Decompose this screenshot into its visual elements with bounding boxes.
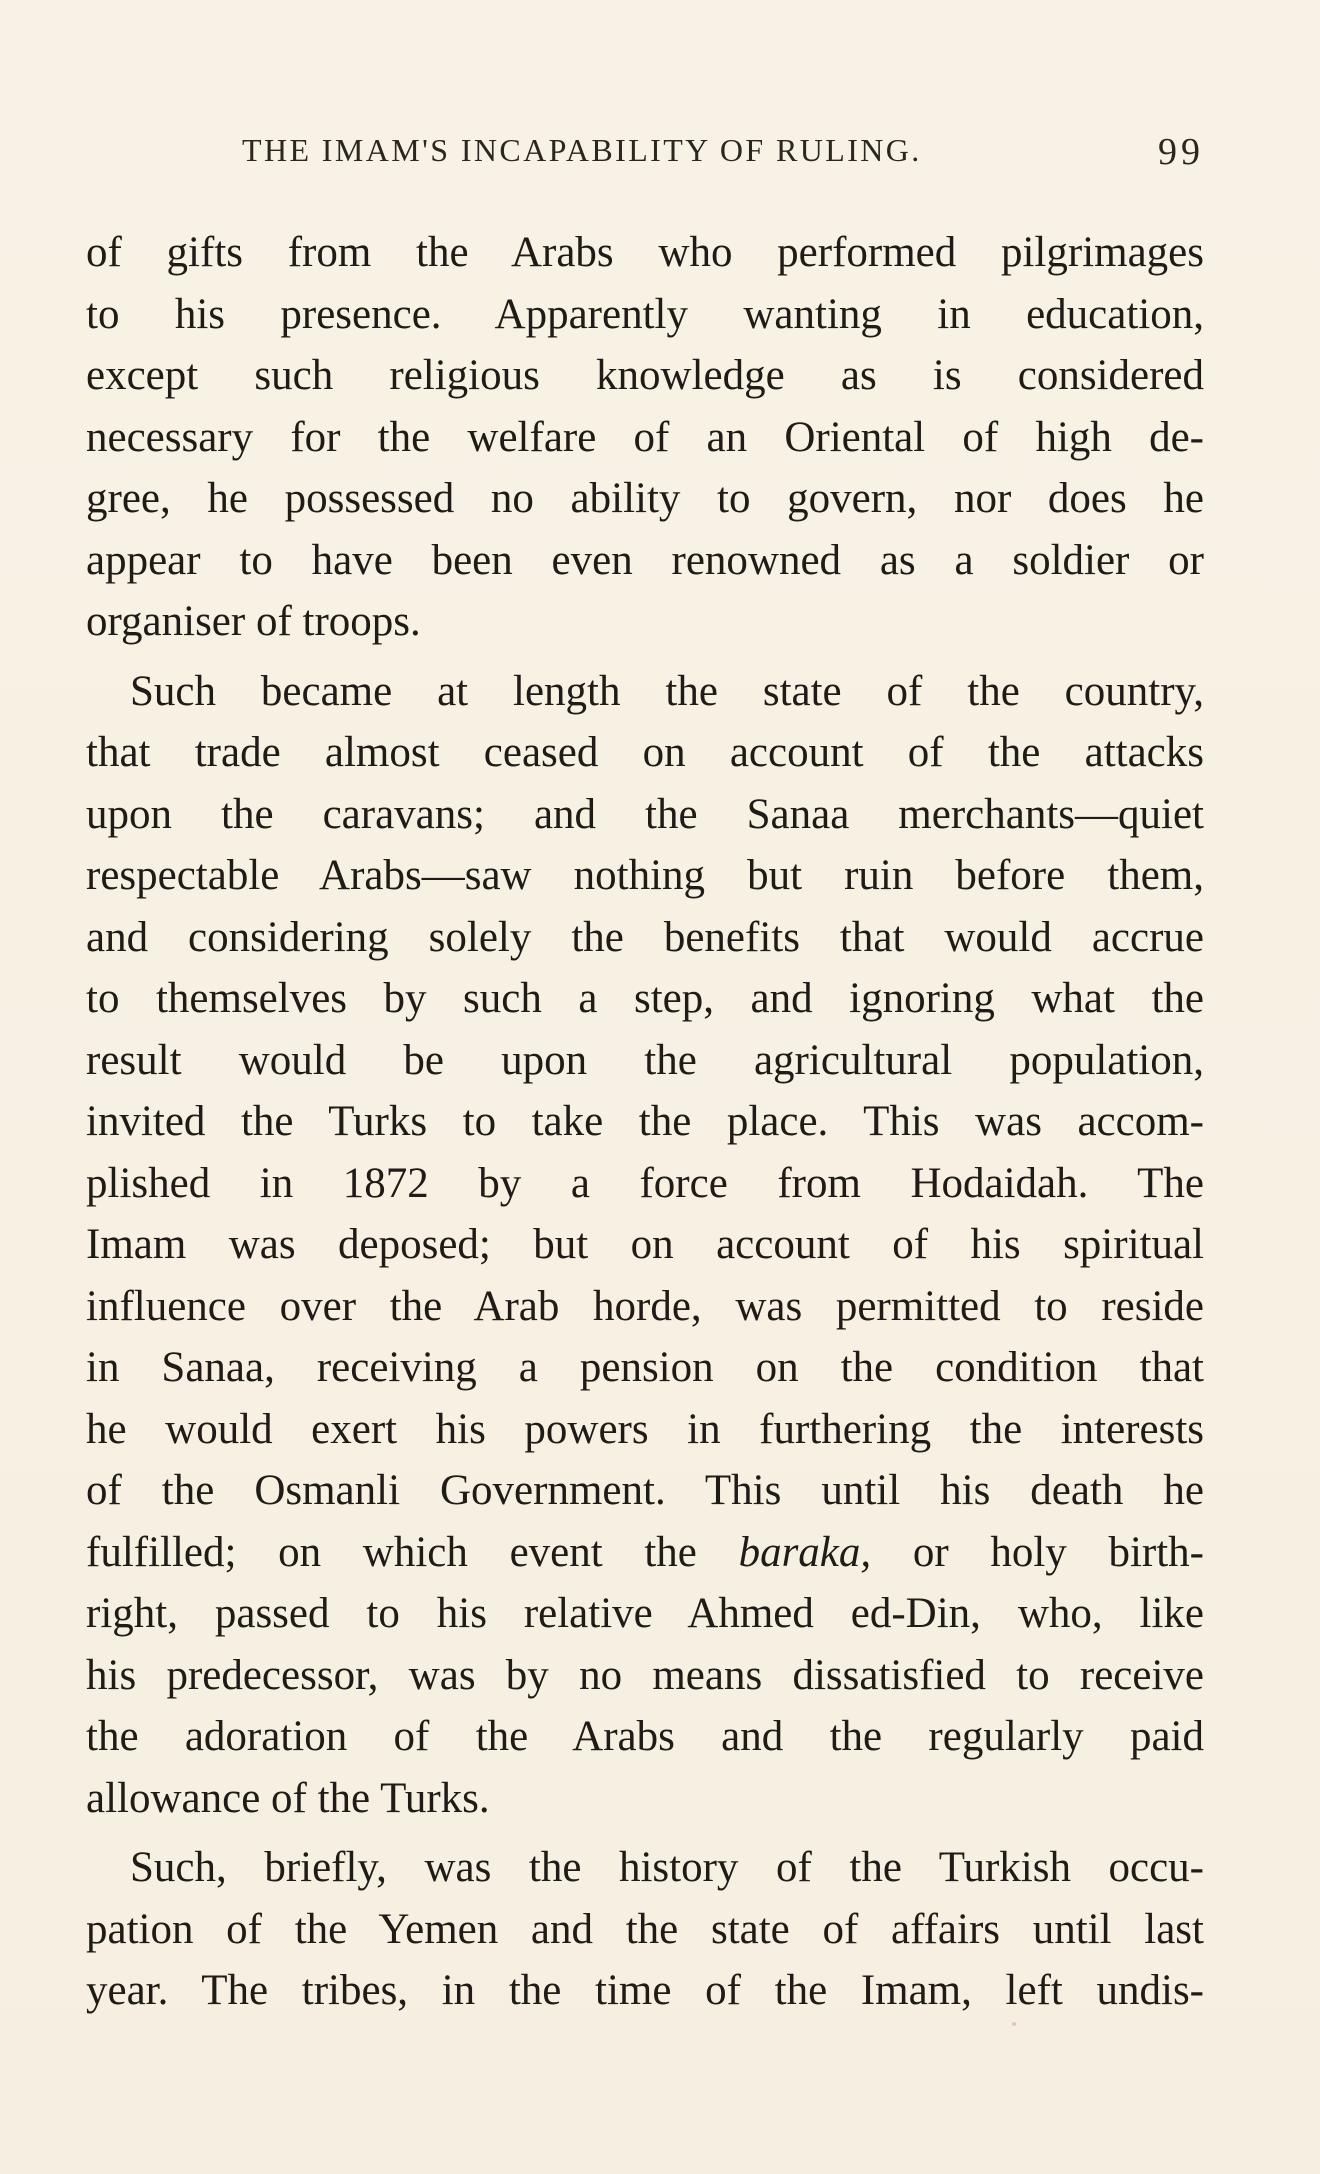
text-block <box>86 222 1204 2042</box>
text-line: and considering solely the benefits that would accrue <box>86 913 1204 961</box>
text-line: respectable Arabs—saw nothing but ruin before them, <box>86 852 1204 899</box>
text-line: right, passed to his relative Ahmed ed-Din, who, like <box>86 1590 1204 1637</box>
paragraph-3 <box>86 1837 1204 2022</box>
text-line: Such became at length the state of the country, <box>130 667 1204 715</box>
text-segment: fulfilled; on which event the <box>86 1528 739 1576</box>
text-line: organiser of troops. <box>86 598 421 645</box>
text-line: plished in 1872 by a force from Hodaidah. The <box>86 1159 1204 1207</box>
text-line: Imam was deposed; but on account of his spiritual <box>86 1221 1204 1268</box>
text-line: his predecessor, was by no means dissatisfied to receive <box>86 1651 1204 1699</box>
text-line: influence over the Arab horde, was permitted to reside <box>86 1282 1204 1330</box>
text-line: invited the Turks to take the place. This was accom- <box>86 1098 1204 1145</box>
running-head <box>86 132 1204 182</box>
text-line: that trade almost ceased on account of the attacks <box>86 729 1204 776</box>
paper-speck <box>1012 2022 1016 2026</box>
text-line: gree, he possessed no ability to govern, nor does he <box>86 475 1204 522</box>
text-line: the adoration of the Arabs and the regularly paid <box>86 1713 1204 1760</box>
text-line-with-italic <box>86 1522 1204 1584</box>
text-line: of the Osmanli Government. This until his death he <box>86 1467 1204 1514</box>
text-line: to themselves by such a step, and ignoring what the <box>86 975 1204 1022</box>
text-line: allowance of the Turks. <box>86 1774 490 1822</box>
text-line: he would exert his powers in furthering the interests <box>86 1405 1204 1453</box>
text-line: Such, briefly, was the history of the Turkish occu- <box>130 1844 1204 1891</box>
text-line: result would be upon the agricultural population, <box>86 1036 1204 1084</box>
page-number: 99 <box>1158 131 1204 173</box>
text-line: in Sanaa, receiving a pension on the condition that <box>86 1344 1204 1391</box>
text-line: except such religious knowledge as is considered <box>86 352 1204 399</box>
text-line: year. The tribes, in the time of the Imam, left undis- <box>86 1967 1204 2014</box>
text-line: pation of the Yemen and the state of affairs until last <box>86 1905 1204 1953</box>
text-line: of gifts from the Arabs who performed pilgrimages <box>86 229 1204 276</box>
text-line: upon the caravans; and the Sanaa merchants—quiet <box>86 790 1204 838</box>
text-segment: or holy birth- <box>871 1528 1204 1576</box>
italic-term-baraka: baraka, <box>738 1528 872 1576</box>
text-line: to his presence. Apparently wanting in education, <box>86 290 1204 338</box>
paragraph-1 <box>86 222 1204 653</box>
text-line: necessary for the welfare of an Oriental of high de- <box>86 413 1204 461</box>
paragraph-2 <box>86 661 1204 1830</box>
text-line: appear to have been even renowned as a soldier or <box>86 536 1204 584</box>
running-title: THE IMAM'S INCAPABILITY OF RULING. <box>242 132 922 168</box>
